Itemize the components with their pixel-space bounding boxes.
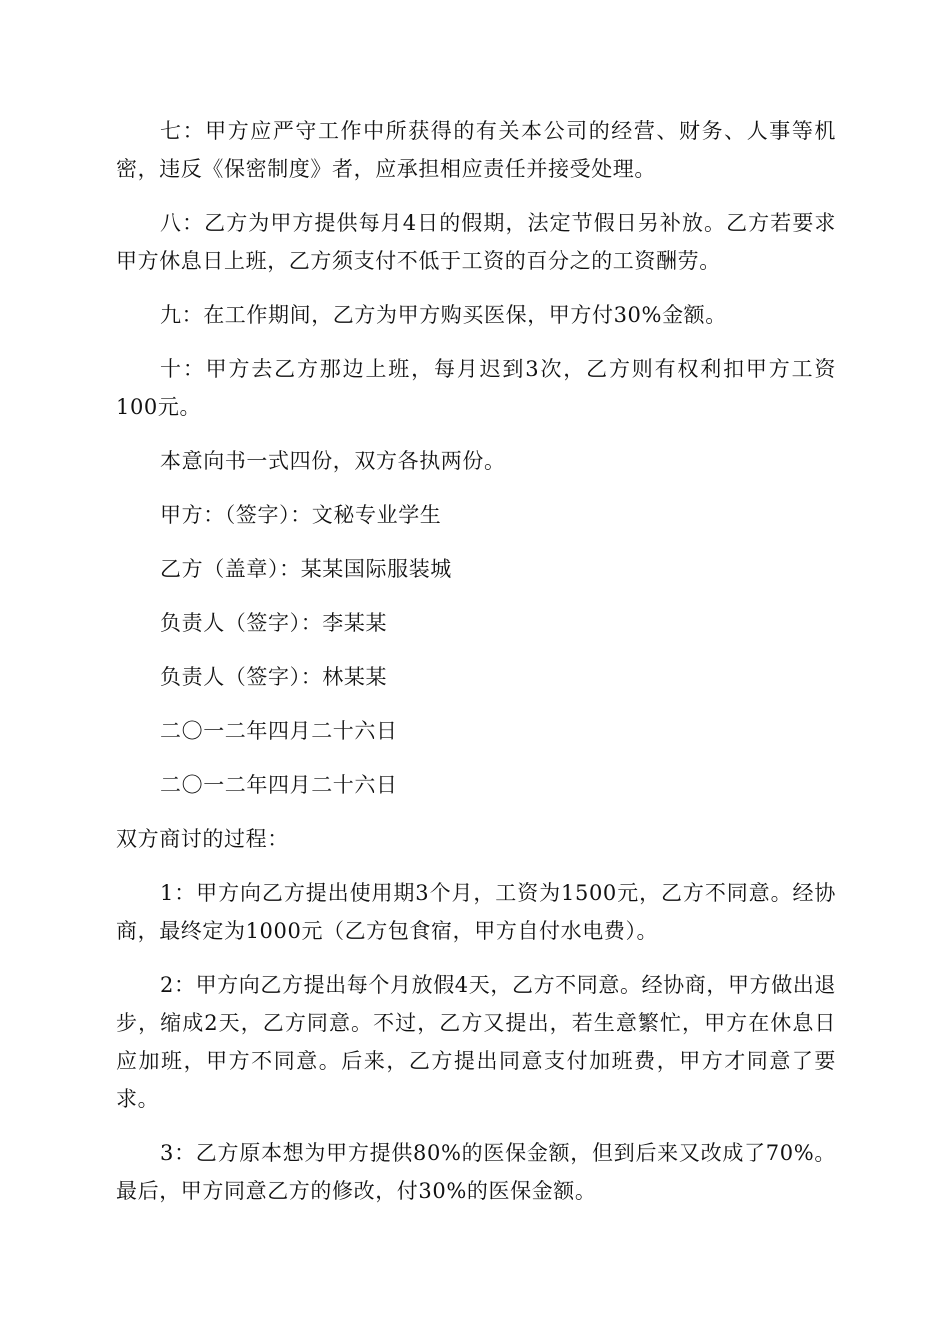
signature-party-b: 乙方（盖章）：某某国际服装城	[160, 557, 452, 581]
date-line-1: 二〇一二年四月二十六日	[160, 719, 398, 743]
signature-party-a: 甲方：（签字）：文秘专业学生	[160, 503, 442, 527]
negotiation-item-2: 2：甲方向乙方提出每个月放假4天，乙方不同意。经协商，甲方做出退步，缩成2天，乙方同意。不过，乙方又提出，若生意繁忙，甲方在休息日应加班，甲方不同意。后来，乙方提出同意支付加班费，甲方才同意了要求。	[116, 973, 836, 1111]
negotiation-item-3: 3：乙方原本想为甲方提供80%的医保金额，但到后来又改成了70%。最后，甲方同意乙方的修改，付30%的医保金额。	[116, 1141, 836, 1203]
signature-representative-2: 负责人（签字）：林某某	[160, 665, 388, 689]
negotiation-heading: 双方商讨的过程：	[116, 827, 289, 851]
date-line-2: 二〇一二年四月二十六日	[160, 773, 398, 797]
clause-7: 七：甲方应严守工作中所获得的有关本公司的经营、财务、人事等机密，违反《保密制度》者，应承担相应责任并接受处理。	[116, 119, 836, 181]
clause-10: 十：甲方去乙方那边上班，每月迟到3次，乙方则有权利扣甲方工资100元。	[116, 357, 836, 419]
signature-representative-1: 负责人（签字）：李某某	[160, 611, 388, 635]
copies-note: 本意向书一式四份，双方各执两份。	[160, 449, 506, 473]
negotiation-item-1: 1：甲方向乙方提出使用期3个月，工资为1500元，乙方不同意。经协商，最终定为1000元（乙方包食宿，甲方自付水电费）。	[116, 881, 836, 943]
clause-8: 八：乙方为甲方提供每月4日的假期，法定节假日另补放。乙方若要求甲方休息日上班，乙方须支付不低于工资的百分之的工资酬劳。	[116, 211, 836, 273]
clause-9: 九：在工作期间，乙方为甲方购买医保，甲方付30%金额。	[160, 303, 727, 327]
